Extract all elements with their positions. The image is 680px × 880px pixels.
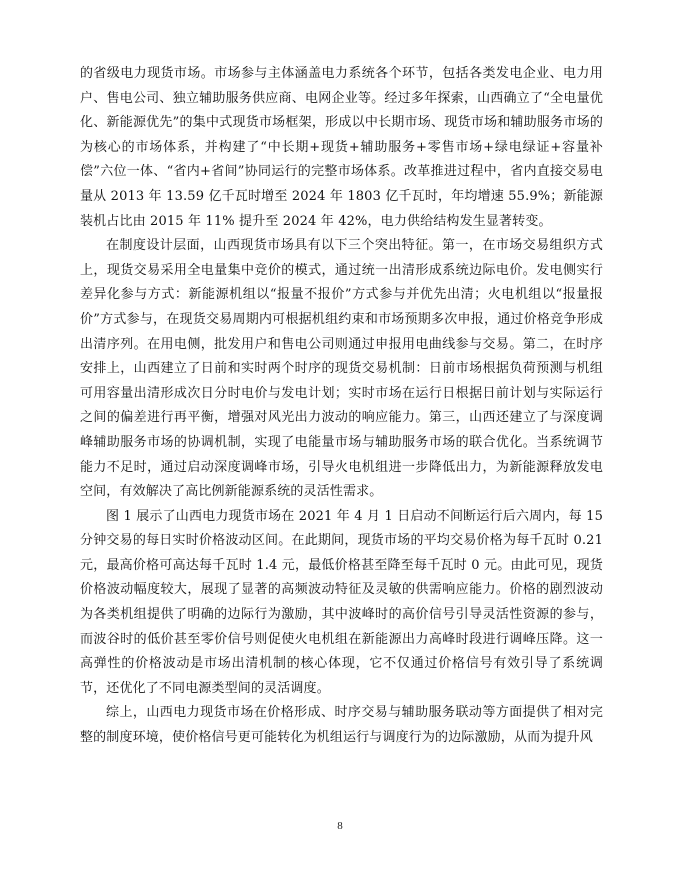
paragraph-continuation: 的省级电力现货市场。市场参与主体涵盖电力系统各个环节，包括各类发电企业、电力用户、售电公司、独立辅助服务供应商、电网企业等。经过多年探索，山西确立了“全电量优化、新能源优先”的集中式现货市场框架，形成以中长期市场、现货市场和辅助服务市场的为核心的市场体系，并构建了“中长期+现货+辅助服务+零售市场+绿电绿证+容量补偿”六位一体、“省内+省间”协同运行的完整市场体系。改革推进过程中，省内直接交易电量从 2013 年 13.59 亿千瓦时增至 2024 年 1803 亿千瓦时，年均增速 55.9%；新能源装机占比由 2015 年 11% 提升至 2024 年 42%，电力供给结构发生显著转变。 [80,66,603,229]
page-number: 8 [337,820,343,832]
paragraph-institutional-design: 在制度设计层面，山西现货市场具有以下三个突出特征。第一，在市场交易组织方式上，现货交易采用全电量集中竞价的模式，通过统一出清形成系统边际电价。发电侧实行差异化参与方式：新能源机组以“报量不报价”方式参与并优先出清；火电机组以“报量报价”方式参与，在现货交易周期内可根据机组约束和市场预期多次申报，通过价格竞争形成出清序列。在用电侧，批发用户和售电公司则通过申报用电曲线参与交易。第二，在时序安排上，山西建立了日前和实时两个时序的现货交易机制：日前市场根据负荷预测与机组可用容量出清形成次日分时电价与发电计划；实时市场在运行日根据日前计划与实际运行之间的偏差进行再平衡，增强对风光出力波动的响应能力。第三，山西还建立了与深度调峰辅助服务市场的协调机制，实现了电能量市场与辅助服务市场的联合优化。当系统调节能力不足时，通过启动深度调峰市场，引导火电机组进一步降低出力，为新能源释放发电空间，有效解决了高比例新能源系统的灵活性需求。 [80,238,603,500]
document-body [80,62,603,751]
paragraph-figure-description: 图 1 展示了山西电力现货市场在 2021 年 4 月 1 日启动不间断运行后六周内，每 15 分钟交易的每日实时价格波动区间。在此期间，现货市场的平均交易价格为每千瓦时 0.21 元，最高价格可高达每千瓦时 1.4 元，最低价格甚至降至每千瓦时 0 元。由此可见，现货价格波动幅度较大，展现了显著的高频波动特征及灵敏的供需响应能力。价格的剧烈波动为各类机组提供了明确的边际行为激励，其中波峰时的高价信号引导灵活性资源的参与，而波谷时的低价甚至零价信号则促使火电机组在新能源出力高峰时段进行调峰压降。这一高弹性的价格波动是市场出清机制的核心体现，它不仅通过价格信号有效引导了系统调节，还优化了不同电源类型间的灵活调度。 [80,508,603,696]
paragraph-summary: 综上，山西电力现货市场在价格形成、时序交易与辅助服务联动等方面提供了相对完整的制度环境，使价格信号更可能转化为机组运行与调度行为的边际激励，从而为提升风 [80,705,603,746]
